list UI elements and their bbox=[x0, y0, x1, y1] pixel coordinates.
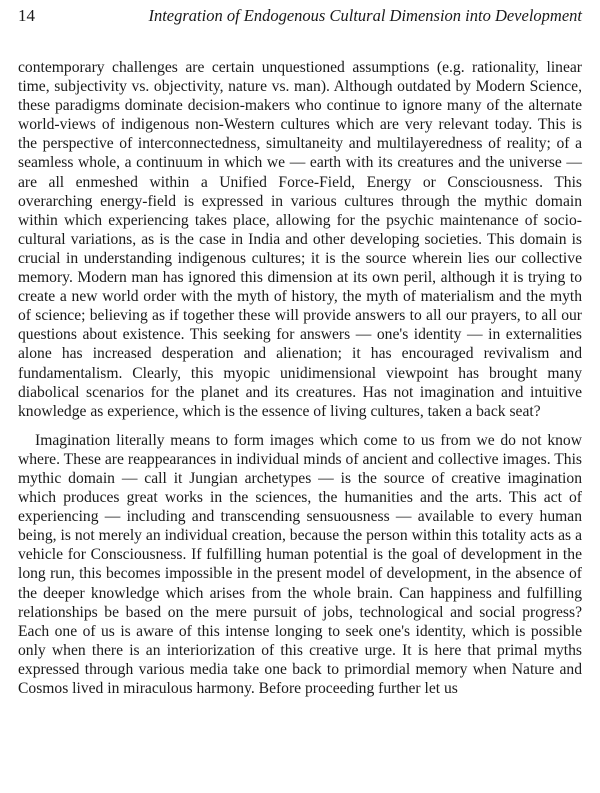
page-header bbox=[18, 6, 582, 32]
running-head: Integration of Endogenous Cultural Dimension into Development bbox=[148, 6, 582, 25]
body-text bbox=[18, 58, 582, 698]
paragraph-1: contemporary challenges are certain unquestioned assumptions (e.g. rationality, linear time, subjectivity vs. objectivity, nature vs. man). Although outdated by Modern Science, these paradigms dominate decision-makers who continue to ignore many of the alternate world-views of indigenous non-Western cultures which are very relevant today. This is the perspective of interconnectedness, simultaneity and multilayeredness of reality; of a seamless whole, a continuum in which we — earth with its creatures and the universe — are all enmeshed within a Unified Force-Field, Energy or Consciousness. This overarching energy-field is expressed in various cultures through the mythic domain within which experiencing takes place, allowing for the psychic maintenance of socio-cultural variations, as is the case in India and other developing societies. This domain is crucial in understanding indigenous cultures; it is the source wherein lies our collective memory. Modern man has ignored this dimension at its own peril, although it is trying to create a new world order with the myth of history, the myth of materialism and the myth of science; believing as if together these will provide answers to all our prayers, to all our questions about existence. This seeking for answers — one's identity — in externalities alone has increased desperation and alienation; it has encouraged revivalism and fundamentalism. Clearly, this myopic unidimensional viewpoint has brought many diabolical scenarios for the planet and its creatures. Has not imagination and intuitive knowledge as experience, which is the essence of living cultures, taken a back seat? bbox=[18, 59, 582, 420]
page-number: 14 bbox=[18, 6, 35, 25]
paragraph-2: Imagination literally means to form images which come to us from we do not know where. These are reappearances in individual minds of ancient and collective images. This mythic domain — call it Jungian archetypes — is the source of creative imagination which produces great works in the sciences, the humanities and the arts. This act of experiencing — including and transcending sensuousness — available to every human being, is not merely an individual creation, because the person within this totality acts as a vehicle for Consciousness. If fulfilling human potential is the goal of development in the long run, this becomes impossible in the present model of development, in the absence of the deeper knowledge which arises from the whole brain. Can happiness and fulfilling relationships be based on the mere pursuit of jobs, technological and social progress? Each one of us is aware of this intense longing to seek one's identity, which is possible only when there is an interiorization of this creative urge. It is here that primal myths expressed through various media take one back to primordial memory when Nature and Cosmos lived in miraculous harmony. Before proceeding further let us bbox=[18, 431, 582, 697]
